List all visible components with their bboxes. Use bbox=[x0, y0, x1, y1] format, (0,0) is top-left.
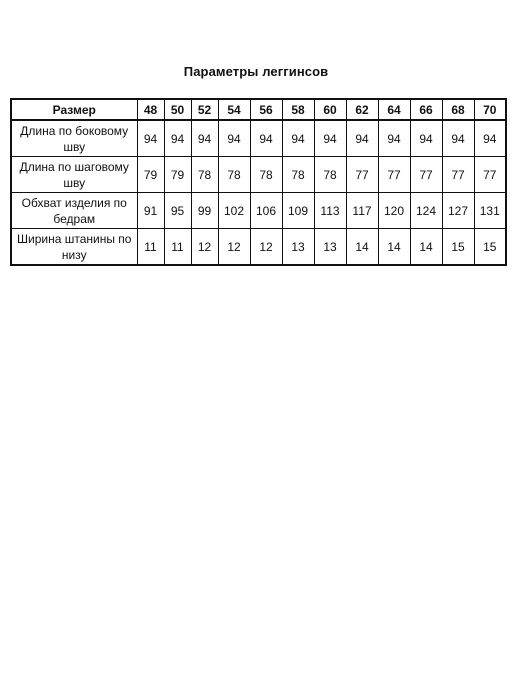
table-cell: 14 bbox=[410, 229, 442, 266]
size-header-cell: 70 bbox=[474, 99, 506, 120]
table-cell: 94 bbox=[164, 120, 191, 157]
table-cell: 94 bbox=[250, 120, 282, 157]
table-row bbox=[11, 120, 506, 157]
table-cell: 79 bbox=[137, 157, 164, 193]
table-cell: 11 bbox=[164, 229, 191, 266]
table-cell: 117 bbox=[346, 193, 378, 229]
table-row bbox=[11, 157, 506, 193]
table-cell: 77 bbox=[410, 157, 442, 193]
table-cell: 77 bbox=[378, 157, 410, 193]
size-header-cell: 64 bbox=[378, 99, 410, 120]
size-header-cell: 58 bbox=[282, 99, 314, 120]
table-header-row bbox=[11, 99, 506, 120]
table-cell: 79 bbox=[164, 157, 191, 193]
table-cell: 94 bbox=[218, 120, 250, 157]
size-header-cell: 68 bbox=[442, 99, 474, 120]
table-cell: 77 bbox=[442, 157, 474, 193]
table-cell: 77 bbox=[346, 157, 378, 193]
table-cell: 102 bbox=[218, 193, 250, 229]
size-header-cell: 60 bbox=[314, 99, 346, 120]
size-header-cell: 50 bbox=[164, 99, 191, 120]
table-cell: 12 bbox=[250, 229, 282, 266]
table-cell: 11 bbox=[137, 229, 164, 266]
row-label-cell: Обхват изделия по бедрам bbox=[11, 193, 137, 229]
table-cell: 15 bbox=[442, 229, 474, 266]
table-cell: 78 bbox=[250, 157, 282, 193]
table-cell: 94 bbox=[314, 120, 346, 157]
table-cell: 78 bbox=[218, 157, 250, 193]
table-cell: 14 bbox=[378, 229, 410, 266]
table-cell: 12 bbox=[218, 229, 250, 266]
header-label-cell: Размер bbox=[11, 99, 137, 120]
size-table bbox=[10, 98, 507, 266]
size-header-cell: 54 bbox=[218, 99, 250, 120]
table-cell: 94 bbox=[442, 120, 474, 157]
table-cell: 15 bbox=[474, 229, 506, 266]
table-cell: 13 bbox=[282, 229, 314, 266]
table-cell: 77 bbox=[474, 157, 506, 193]
table-row bbox=[11, 229, 506, 266]
row-label-cell: Длина по шаговому шву bbox=[11, 157, 137, 193]
table-cell: 13 bbox=[314, 229, 346, 266]
table-cell: 109 bbox=[282, 193, 314, 229]
table-cell: 94 bbox=[474, 120, 506, 157]
table-cell: 12 bbox=[191, 229, 218, 266]
table-cell: 120 bbox=[378, 193, 410, 229]
size-header-cell: 48 bbox=[137, 99, 164, 120]
table-cell: 106 bbox=[250, 193, 282, 229]
table-cell: 131 bbox=[474, 193, 506, 229]
table-row bbox=[11, 193, 506, 229]
table-cell: 78 bbox=[282, 157, 314, 193]
table-cell: 94 bbox=[346, 120, 378, 157]
size-header-cell: 56 bbox=[250, 99, 282, 120]
table-cell: 91 bbox=[137, 193, 164, 229]
row-label-cell: Ширина штанины по низу bbox=[11, 229, 137, 266]
table-cell: 94 bbox=[282, 120, 314, 157]
table-cell: 78 bbox=[191, 157, 218, 193]
table-cell: 99 bbox=[191, 193, 218, 229]
table-cell: 14 bbox=[346, 229, 378, 266]
table-cell: 94 bbox=[191, 120, 218, 157]
size-header-cell: 62 bbox=[346, 99, 378, 120]
table-cell: 94 bbox=[137, 120, 164, 157]
table-cell: 113 bbox=[314, 193, 346, 229]
table-cell: 94 bbox=[378, 120, 410, 157]
size-header-cell: 66 bbox=[410, 99, 442, 120]
table-cell: 94 bbox=[410, 120, 442, 157]
size-header-cell: 52 bbox=[191, 99, 218, 120]
table-cell: 124 bbox=[410, 193, 442, 229]
table-cell: 78 bbox=[314, 157, 346, 193]
table-cell: 127 bbox=[442, 193, 474, 229]
table-cell: 95 bbox=[164, 193, 191, 229]
row-label-cell: Длина по боковому шву bbox=[11, 120, 137, 157]
document-title: Параметры леггинсов bbox=[183, 64, 329, 79]
